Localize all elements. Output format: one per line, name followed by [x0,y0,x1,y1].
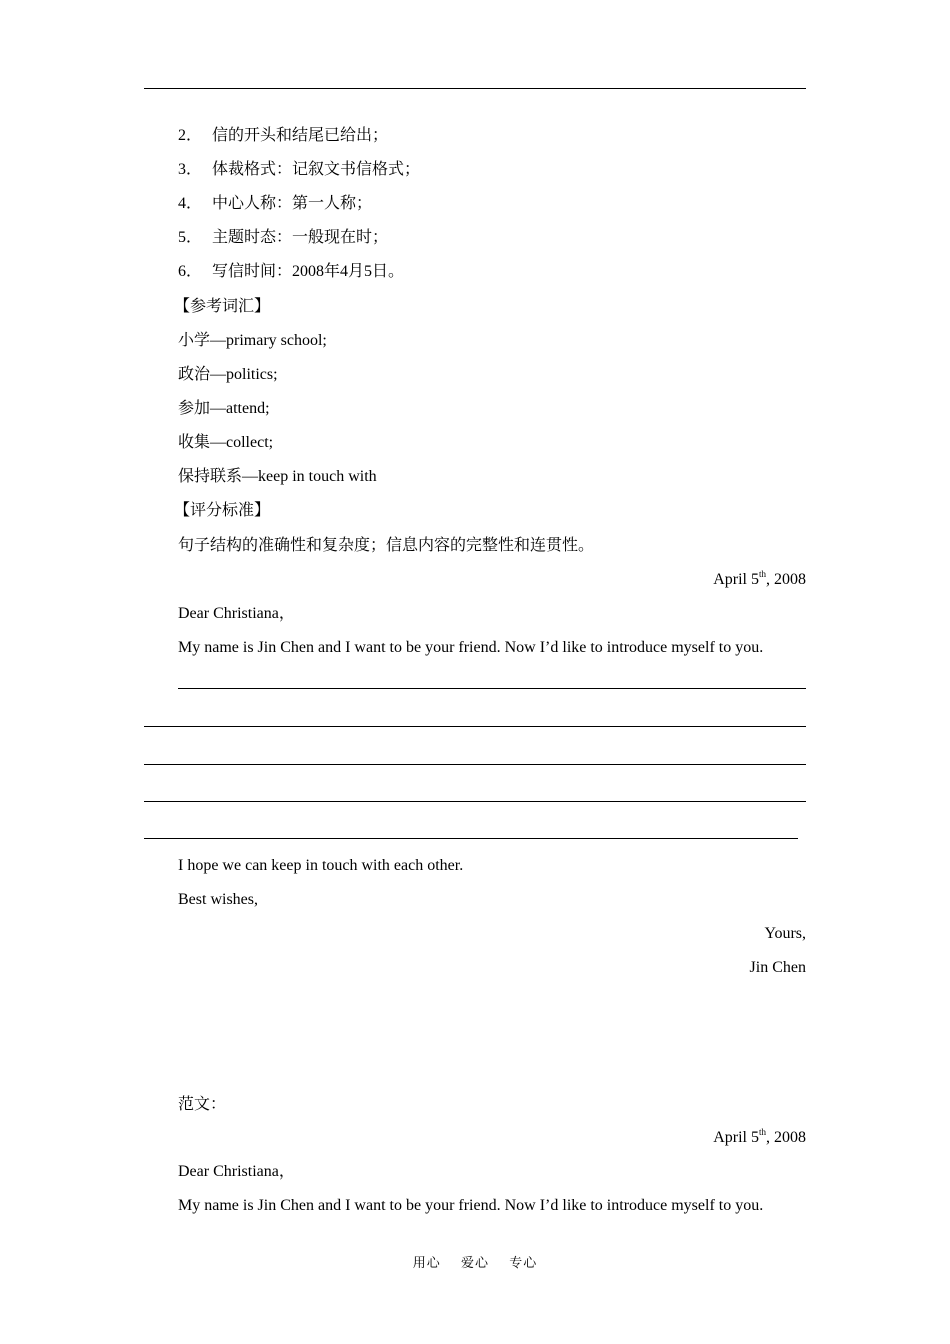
footer-text: 用心 [412,1255,441,1270]
answer-blank-line[interactable] [144,764,806,765]
footer-text: 爱心 [460,1255,489,1270]
answer-blank-line[interactable] [144,726,806,727]
letter-signature: Jin Chen [749,959,806,976]
letter-yours: Yours, [764,925,806,942]
vocab-item: 保持联系—keep in touch with [178,468,377,485]
answer-blank-line[interactable] [144,801,806,802]
sample-greeting: Dear Christiana， [178,1163,295,1180]
requirement-item: 4． 中心人称：第一人称； [178,195,373,212]
requirement-item: 2． 信的开头和结尾已给出； [178,127,389,144]
requirement-item: 3． 体裁格式：记叙文书信格式； [178,161,421,178]
answer-blank-line[interactable] [178,688,806,689]
sample-intro: My name is Jin Chen and I want to be your friend. Now I’d like to introduce myself to you. [178,1197,764,1214]
answer-blank-line[interactable] [144,838,798,839]
letter-best-wishes: Best wishes, [178,891,258,908]
vocab-item: 小学—primary school; [178,332,327,349]
sample-label: 范文： [178,1096,227,1113]
criteria-text: 句子结构的准确性和复杂度；信息内容的完整性和连贯性。 [178,537,595,554]
vocab-item: 收集—collect; [178,434,274,451]
sample-date: April 5th, 2008 [713,1127,806,1146]
criteria-heading: 【评分标准】 [174,502,271,519]
letter-greeting: Dear Christiana， [178,605,295,622]
vocab-heading: 【参考词汇】 [174,298,271,315]
requirement-item: 6． 写信时间：2008年4月5日。 [178,263,405,280]
letter-date: April 5th, 2008 [713,569,806,588]
letter-closing-line: I hope we can keep in touch with each other. [178,857,464,874]
letter-intro: My name is Jin Chen and I want to be your friend. Now I’d like to introduce myself to you. [178,639,764,656]
header-rule [144,88,806,89]
footer-text: 专心 [509,1255,538,1270]
vocab-item: 参加—attend; [178,400,270,417]
vocab-item: 政治—politics; [178,366,278,383]
requirement-item: 5． 主题时态：一般现在时； [178,229,389,246]
page-footer [0,1252,950,1271]
